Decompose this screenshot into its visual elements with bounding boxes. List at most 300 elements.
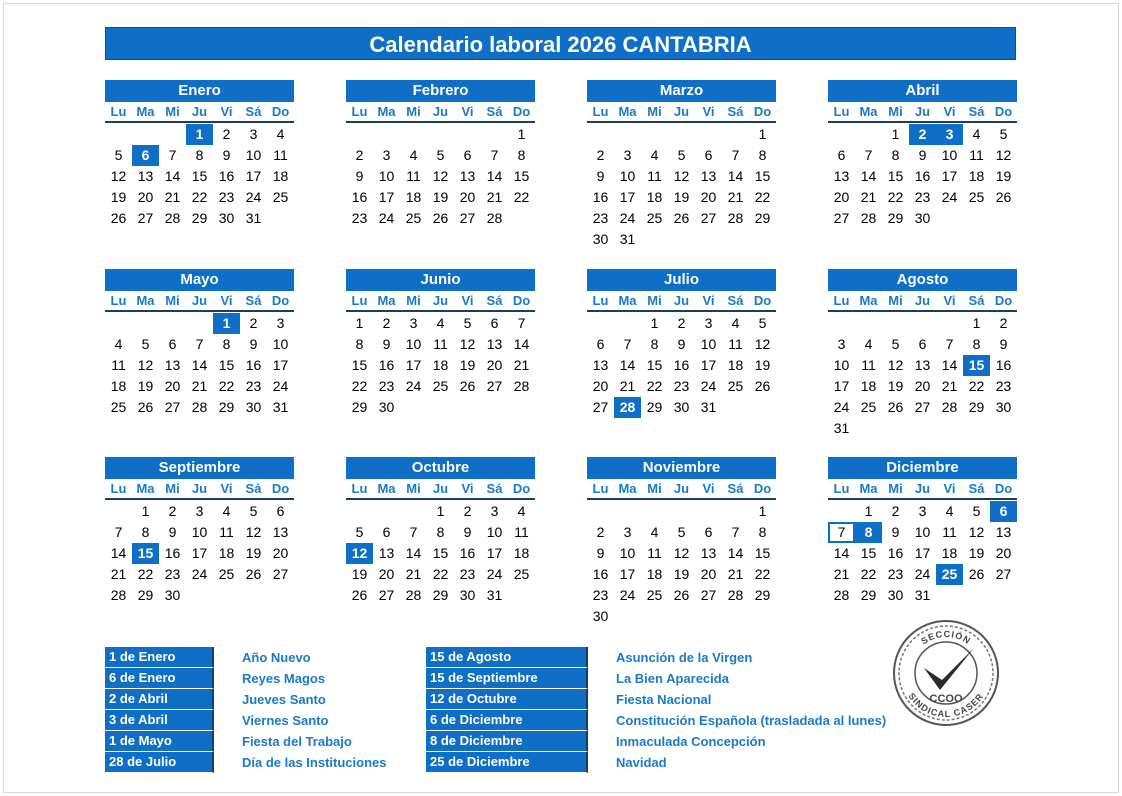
day: 11 bbox=[514, 524, 529, 540]
empty-day bbox=[722, 124, 749, 145]
day: 23 bbox=[914, 189, 931, 205]
weekday-row bbox=[346, 102, 535, 123]
weekday-label: Ju bbox=[914, 104, 931, 119]
weekday-label: Vi bbox=[220, 481, 233, 496]
day: 7 bbox=[517, 315, 526, 331]
weekday-label: Do bbox=[512, 293, 531, 308]
empty-day bbox=[105, 501, 132, 522]
day: 19 bbox=[995, 168, 1012, 184]
day: 24 bbox=[914, 566, 931, 582]
day: 30 bbox=[245, 399, 262, 415]
day: 10 bbox=[833, 357, 850, 373]
holiday-day: 2 bbox=[909, 124, 936, 145]
day: 25 bbox=[405, 210, 422, 226]
day: 22 bbox=[754, 566, 771, 582]
day: 1 bbox=[517, 126, 526, 142]
day: 6 bbox=[490, 315, 499, 331]
day: 13 bbox=[378, 545, 395, 561]
legend-date: 3 de Abril bbox=[105, 710, 214, 731]
empty-day bbox=[641, 124, 668, 145]
day: 10 bbox=[619, 168, 636, 184]
empty-day bbox=[132, 313, 159, 334]
day: 23 bbox=[218, 189, 235, 205]
day: 12 bbox=[673, 168, 690, 184]
empty-day bbox=[614, 313, 641, 334]
day: 27 bbox=[833, 210, 850, 226]
day: 14 bbox=[191, 357, 208, 373]
day: 26 bbox=[351, 587, 368, 603]
day: 13 bbox=[137, 168, 154, 184]
day: 9 bbox=[463, 524, 472, 540]
holiday-day: 1 bbox=[213, 313, 240, 334]
day: 6 bbox=[382, 524, 391, 540]
weekday-label: Mi bbox=[165, 293, 180, 308]
day: 2 bbox=[596, 524, 605, 540]
day: 22 bbox=[137, 566, 154, 582]
empty-day bbox=[105, 124, 132, 145]
weekday-label: Ma bbox=[136, 481, 155, 496]
day-grid bbox=[105, 124, 294, 229]
day: 24 bbox=[405, 378, 422, 394]
legend-date: 15 de Agosto bbox=[426, 647, 588, 668]
day-grid bbox=[587, 501, 776, 627]
day: 8 bbox=[891, 147, 900, 163]
day: 21 bbox=[513, 357, 530, 373]
day: 19 bbox=[968, 545, 985, 561]
weekday-label: Do bbox=[512, 104, 531, 119]
day: 13 bbox=[700, 545, 717, 561]
weekday-label: Ma bbox=[377, 104, 396, 119]
day: 27 bbox=[995, 566, 1012, 582]
weekday-label: Sá bbox=[486, 481, 503, 496]
day: 23 bbox=[351, 210, 368, 226]
day: 23 bbox=[378, 378, 395, 394]
day: 12 bbox=[110, 168, 127, 184]
day: 7 bbox=[623, 336, 632, 352]
empty-day bbox=[159, 313, 186, 334]
day: 26 bbox=[110, 210, 127, 226]
day: 21 bbox=[860, 189, 877, 205]
day-grid bbox=[346, 124, 535, 229]
day: 21 bbox=[405, 566, 422, 582]
day: 17 bbox=[405, 357, 422, 373]
weekday-label: Mi bbox=[165, 104, 180, 119]
day: 4 bbox=[972, 126, 981, 142]
day: 17 bbox=[619, 566, 636, 582]
month-header: Septiembre bbox=[105, 457, 294, 479]
day: 26 bbox=[245, 566, 262, 582]
day: 30 bbox=[592, 231, 609, 247]
calendar-title: Calendario laboral 2026 CANTABRIA bbox=[105, 27, 1016, 60]
day: 27 bbox=[486, 378, 503, 394]
holiday-day: 6 bbox=[132, 145, 159, 166]
day: 28 bbox=[833, 587, 850, 603]
legend-holiday-name: Año Nuevo bbox=[242, 650, 311, 665]
day: 10 bbox=[941, 147, 958, 163]
day: 12 bbox=[137, 357, 154, 373]
day: 15 bbox=[432, 545, 449, 561]
day: 8 bbox=[972, 336, 981, 352]
day: 7 bbox=[731, 147, 740, 163]
day: 5 bbox=[141, 336, 150, 352]
weekday-label: Ma bbox=[859, 481, 878, 496]
day: 9 bbox=[596, 168, 605, 184]
day: 10 bbox=[486, 524, 503, 540]
weekday-label: Sá bbox=[245, 481, 262, 496]
day: 25 bbox=[860, 399, 877, 415]
empty-day bbox=[346, 501, 373, 522]
weekday-label: Do bbox=[753, 104, 772, 119]
day: 3 bbox=[409, 315, 418, 331]
day: 4 bbox=[114, 336, 123, 352]
legend-date: 2 de Abril bbox=[105, 689, 214, 710]
day: 14 bbox=[727, 168, 744, 184]
day: 2 bbox=[355, 147, 364, 163]
day: 2 bbox=[891, 503, 900, 519]
empty-day bbox=[882, 313, 909, 334]
day: 12 bbox=[245, 524, 262, 540]
empty-day bbox=[695, 124, 722, 145]
month-febrero bbox=[346, 80, 535, 229]
month-agosto bbox=[828, 269, 1017, 439]
checkmark-icon bbox=[924, 648, 974, 690]
legend-date: 1 de Enero bbox=[105, 647, 214, 668]
day: 13 bbox=[995, 524, 1012, 540]
day: 24 bbox=[700, 378, 717, 394]
day: 5 bbox=[677, 147, 686, 163]
weekday-label: Vi bbox=[220, 293, 233, 308]
day: 13 bbox=[272, 524, 289, 540]
day: 3 bbox=[490, 503, 499, 519]
day: 31 bbox=[272, 399, 289, 415]
day: 30 bbox=[673, 399, 690, 415]
empty-day bbox=[132, 124, 159, 145]
outlined-day: 7 bbox=[828, 522, 855, 543]
day: 4 bbox=[276, 126, 285, 142]
day: 17 bbox=[245, 168, 262, 184]
weekday-row bbox=[828, 291, 1017, 312]
day: 28 bbox=[191, 399, 208, 415]
day: 28 bbox=[110, 587, 127, 603]
day: 16 bbox=[914, 168, 931, 184]
day: 18 bbox=[860, 378, 877, 394]
day: 11 bbox=[111, 357, 126, 373]
empty-day bbox=[346, 124, 373, 145]
holiday-day: 28 bbox=[614, 397, 641, 418]
day: 21 bbox=[727, 566, 744, 582]
day: 21 bbox=[833, 566, 850, 582]
empty-day bbox=[828, 313, 855, 334]
weekday-label: Ju bbox=[914, 293, 931, 308]
day: 4 bbox=[409, 147, 418, 163]
day: 20 bbox=[700, 189, 717, 205]
weekday-label: Mi bbox=[647, 481, 662, 496]
weekday-label: Ju bbox=[673, 293, 690, 308]
day: 24 bbox=[941, 189, 958, 205]
empty-day bbox=[587, 313, 614, 334]
weekday-label: Ma bbox=[618, 481, 637, 496]
day: 24 bbox=[245, 189, 262, 205]
day: 3 bbox=[382, 147, 391, 163]
day: 27 bbox=[272, 566, 289, 582]
day: 18 bbox=[218, 545, 235, 561]
empty-day bbox=[454, 124, 481, 145]
month-diciembre bbox=[828, 457, 1017, 606]
day: 9 bbox=[382, 336, 391, 352]
empty-day bbox=[668, 501, 695, 522]
day: 19 bbox=[673, 189, 690, 205]
day: 11 bbox=[433, 336, 448, 352]
legend-holiday-name: La Bien Aparecida bbox=[616, 671, 729, 686]
day: 14 bbox=[164, 168, 181, 184]
day: 8 bbox=[758, 147, 767, 163]
day: 30 bbox=[378, 399, 395, 415]
day: 11 bbox=[861, 357, 876, 373]
day: 10 bbox=[914, 524, 931, 540]
day: 4 bbox=[436, 315, 445, 331]
day: 26 bbox=[432, 210, 449, 226]
day: 13 bbox=[164, 357, 181, 373]
empty-day bbox=[668, 124, 695, 145]
weekday-row bbox=[105, 479, 294, 500]
month-header: Agosto bbox=[828, 269, 1017, 291]
day: 22 bbox=[754, 189, 771, 205]
legend-holiday-name: Día de las Instituciones bbox=[242, 755, 387, 770]
month-header: Febrero bbox=[346, 80, 535, 102]
empty-day bbox=[641, 501, 668, 522]
empty-day bbox=[481, 124, 508, 145]
day: 21 bbox=[164, 189, 181, 205]
day: 24 bbox=[619, 210, 636, 226]
day: 22 bbox=[513, 189, 530, 205]
day: 24 bbox=[191, 566, 208, 582]
day: 2 bbox=[382, 315, 391, 331]
day: 23 bbox=[245, 378, 262, 394]
day: 26 bbox=[887, 399, 904, 415]
day: 9 bbox=[999, 336, 1008, 352]
day: 22 bbox=[860, 566, 877, 582]
day: 16 bbox=[995, 357, 1012, 373]
month-enero bbox=[105, 80, 294, 229]
day: 24 bbox=[378, 210, 395, 226]
day: 28 bbox=[941, 399, 958, 415]
day: 7 bbox=[945, 336, 954, 352]
day: 16 bbox=[351, 189, 368, 205]
day-grid bbox=[346, 501, 535, 606]
day: 29 bbox=[351, 399, 368, 415]
weekday-label: Ma bbox=[377, 293, 396, 308]
legend-date: 28 de Julio bbox=[105, 752, 214, 773]
empty-day bbox=[855, 313, 882, 334]
empty-day bbox=[159, 124, 186, 145]
day: 19 bbox=[459, 357, 476, 373]
day: 12 bbox=[459, 336, 476, 352]
empty-day bbox=[936, 313, 963, 334]
day: 24 bbox=[619, 587, 636, 603]
day: 15 bbox=[887, 168, 904, 184]
day: 9 bbox=[168, 524, 177, 540]
day: 17 bbox=[378, 189, 395, 205]
day: 15 bbox=[646, 357, 663, 373]
day: 18 bbox=[513, 545, 530, 561]
day: 15 bbox=[754, 168, 771, 184]
weekday-label: Ju bbox=[673, 104, 690, 119]
day: 8 bbox=[517, 147, 526, 163]
day: 17 bbox=[833, 378, 850, 394]
day: 2 bbox=[222, 126, 231, 142]
day: 10 bbox=[191, 524, 208, 540]
month-header: Julio bbox=[587, 269, 776, 291]
weekday-label: Ju bbox=[191, 293, 208, 308]
day: 5 bbox=[463, 315, 472, 331]
day: 12 bbox=[887, 357, 904, 373]
weekday-label: Sá bbox=[245, 293, 262, 308]
legend-holiday-name: Fiesta del Trabajo bbox=[242, 734, 352, 749]
weekday-label: Do bbox=[994, 104, 1013, 119]
empty-day bbox=[828, 501, 855, 522]
weekday-label: Do bbox=[271, 104, 290, 119]
empty-day bbox=[186, 313, 213, 334]
day: 3 bbox=[623, 147, 632, 163]
weekday-label: Mi bbox=[888, 481, 903, 496]
day: 27 bbox=[378, 587, 395, 603]
day: 16 bbox=[592, 189, 609, 205]
weekday-label: Lu bbox=[110, 293, 127, 308]
month-septiembre bbox=[105, 457, 294, 606]
day: 21 bbox=[619, 378, 636, 394]
day: 22 bbox=[968, 378, 985, 394]
day: 14 bbox=[619, 357, 636, 373]
weekday-label: Mi bbox=[406, 481, 421, 496]
weekday-label: Sá bbox=[727, 104, 744, 119]
weekday-label: Ma bbox=[859, 293, 878, 308]
holiday-day: 3 bbox=[936, 124, 963, 145]
day: 27 bbox=[592, 399, 609, 415]
weekday-row bbox=[346, 479, 535, 500]
weekday-label: Lu bbox=[351, 293, 368, 308]
day: 6 bbox=[704, 147, 713, 163]
day: 19 bbox=[137, 378, 154, 394]
day: 9 bbox=[355, 168, 364, 184]
holiday-day: 1 bbox=[186, 124, 213, 145]
weekday-label: Ju bbox=[432, 293, 449, 308]
day: 2 bbox=[677, 315, 686, 331]
holiday-day: 15 bbox=[132, 543, 159, 564]
day: 14 bbox=[860, 168, 877, 184]
day: 5 bbox=[249, 503, 258, 519]
weekday-label: Vi bbox=[702, 293, 715, 308]
day: 29 bbox=[754, 587, 771, 603]
day: 29 bbox=[646, 399, 663, 415]
day: 11 bbox=[647, 545, 662, 561]
day: 17 bbox=[191, 545, 208, 561]
day: 29 bbox=[218, 399, 235, 415]
day: 16 bbox=[887, 545, 904, 561]
day: 23 bbox=[592, 210, 609, 226]
weekday-label: Vi bbox=[461, 293, 474, 308]
day: 18 bbox=[727, 357, 744, 373]
day: 14 bbox=[486, 168, 503, 184]
day: 1 bbox=[436, 503, 445, 519]
day: 19 bbox=[432, 189, 449, 205]
weekday-label: Do bbox=[271, 293, 290, 308]
weekday-label: Do bbox=[512, 481, 531, 496]
day: 10 bbox=[272, 336, 289, 352]
day: 13 bbox=[700, 168, 717, 184]
weekday-label: Vi bbox=[943, 104, 956, 119]
day: 15 bbox=[513, 168, 530, 184]
day: 19 bbox=[754, 357, 771, 373]
day: 22 bbox=[191, 189, 208, 205]
weekday-label: Sá bbox=[245, 104, 262, 119]
weekday-label: Vi bbox=[943, 293, 956, 308]
weekday-label: Lu bbox=[110, 104, 127, 119]
empty-day bbox=[722, 501, 749, 522]
day: 19 bbox=[110, 189, 127, 205]
day: 3 bbox=[249, 126, 258, 142]
day: 28 bbox=[164, 210, 181, 226]
legend-date: 12 de Octubre bbox=[426, 689, 588, 710]
day: 7 bbox=[864, 147, 873, 163]
day: 18 bbox=[272, 168, 289, 184]
month-octubre bbox=[346, 457, 535, 606]
day: 17 bbox=[700, 357, 717, 373]
day: 4 bbox=[222, 503, 231, 519]
day: 26 bbox=[459, 378, 476, 394]
day: 6 bbox=[596, 336, 605, 352]
day: 29 bbox=[968, 399, 985, 415]
legend-holiday-name: Navidad bbox=[616, 755, 667, 770]
day: 23 bbox=[887, 566, 904, 582]
day: 7 bbox=[731, 524, 740, 540]
weekday-label: Mi bbox=[647, 293, 662, 308]
day: 20 bbox=[137, 189, 154, 205]
weekday-label: Vi bbox=[702, 481, 715, 496]
day: 8 bbox=[222, 336, 231, 352]
day: 25 bbox=[218, 566, 235, 582]
day: 29 bbox=[191, 210, 208, 226]
day: 31 bbox=[700, 399, 717, 415]
day: 12 bbox=[968, 524, 985, 540]
day: 16 bbox=[459, 545, 476, 561]
weekday-label: Mi bbox=[165, 481, 180, 496]
weekday-label: Ju bbox=[432, 104, 449, 119]
legend-date: 6 de Diciembre bbox=[426, 710, 588, 731]
day: 18 bbox=[432, 357, 449, 373]
day: 18 bbox=[110, 378, 127, 394]
weekday-label: Mi bbox=[647, 104, 662, 119]
weekday-label: Vi bbox=[220, 104, 233, 119]
day: 16 bbox=[164, 545, 181, 561]
day: 4 bbox=[731, 315, 740, 331]
empty-day bbox=[695, 501, 722, 522]
day: 30 bbox=[995, 399, 1012, 415]
day: 22 bbox=[432, 566, 449, 582]
stamp-bottom-text: SINDICAL CASER bbox=[906, 691, 986, 720]
stamp-top-text: SECCIÓN bbox=[919, 628, 973, 647]
day: 25 bbox=[646, 587, 663, 603]
weekday-label: Lu bbox=[833, 293, 850, 308]
weekday-label: Do bbox=[753, 293, 772, 308]
day: 4 bbox=[945, 503, 954, 519]
weekday-label: Ma bbox=[859, 104, 878, 119]
day: 20 bbox=[164, 378, 181, 394]
day: 21 bbox=[486, 189, 503, 205]
weekday-label: Mi bbox=[888, 104, 903, 119]
day: 29 bbox=[860, 587, 877, 603]
day: 2 bbox=[249, 315, 258, 331]
weekday-label: Ju bbox=[673, 481, 690, 496]
